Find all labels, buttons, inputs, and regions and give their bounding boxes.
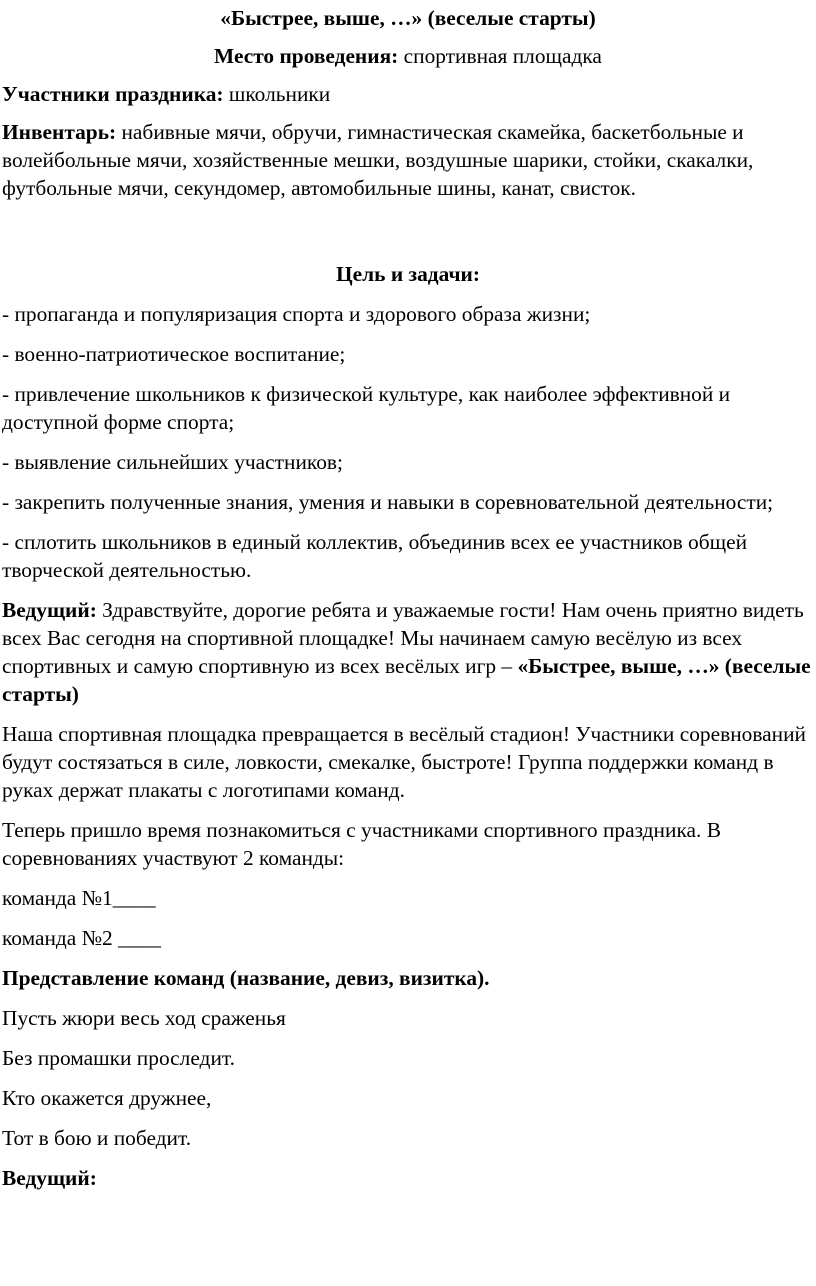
goal-item: - привлечение школьников к физической культуре, как наиболее эффективной и доступной форме спорта; — [2, 382, 731, 434]
goal-item: - пропаганда и популяризация спорта и здорового образа жизни; — [2, 302, 591, 326]
document-page — [2, 4, 814, 1192]
goal-item: - закрепить полученные знания, умения и навыки в соревновательной деятельности; — [2, 490, 774, 514]
team-line: команда №2 ____ — [2, 926, 161, 950]
host-intro-paragraph — [2, 596, 814, 708]
poem-line: Кто окажется дружнее, — [2, 1086, 212, 1110]
goal-item: - выявление сильнейших участников; — [2, 450, 343, 474]
inventory-value: набивные мячи, обручи, гимнастическая скамейка, баскетбольные и волейбольные мячи, хозяйственные мешки, воздушные шарики, стойки, скакалки, футбольные мячи, секундомер, автомобильные шины, канат, свисток. — [2, 120, 754, 200]
host-final-label: Ведущий: — [2, 1166, 97, 1190]
presentation-heading: Представление команд (название, девиз, визитка). — [2, 966, 490, 990]
teams-intro-paragraph: Теперь пришло время познакомиться с участниками спортивного праздника. В соревнованиях участвуют 2 команды: — [2, 818, 721, 870]
document-title: «Быстрее, выше, …» (веселые старты) — [220, 6, 596, 30]
poem-line: Тот в бою и победит. — [2, 1126, 192, 1150]
inventory-label: Инвентарь: — [2, 120, 117, 144]
goal-item: - сплотить школьников в единый коллектив, объединив всех ее участников общей творческой деятельностью. — [2, 530, 748, 582]
participants-value: школьники — [223, 82, 331, 106]
team-line: команда №1____ — [2, 886, 156, 910]
stadium-paragraph: Наша спортивная площадка превращается в весёлый стадион! Участники соревнований будут состязаться в силе, ловкости, смекалке, быстроте! Группа поддержки команд в руках держат плакаты с логотипами команд. — [2, 722, 806, 802]
event-name: «Быстрее, выше, …» (веселые старты) — [2, 654, 811, 706]
host-label: Ведущий: — [2, 598, 97, 622]
participants-line — [2, 80, 814, 108]
venue-label: Место проведения: — [214, 44, 399, 68]
venue-line — [2, 42, 814, 70]
venue-value: спортивная площадка — [398, 44, 602, 68]
inventory-paragraph — [2, 118, 814, 202]
participants-label: Участники праздника: — [2, 82, 224, 106]
goal-item: - военно-патриотическое воспитание; — [2, 342, 346, 366]
goals-heading: Цель и задачи: — [336, 262, 480, 286]
host-final-line — [2, 1164, 814, 1192]
host-intro-text: Здравствуйте, дорогие ребята и уважаемые гости! Нам очень приятно видеть всех Вас сегодня на спортивной площадке! Мы начинаем самую весёлую из всех спортивных и самую спортивную из всех весёлых игр – — [2, 598, 804, 678]
poem-line: Без промашки проследит. — [2, 1046, 235, 1070]
poem-line: Пусть жюри весь ход сраженья — [2, 1006, 286, 1030]
